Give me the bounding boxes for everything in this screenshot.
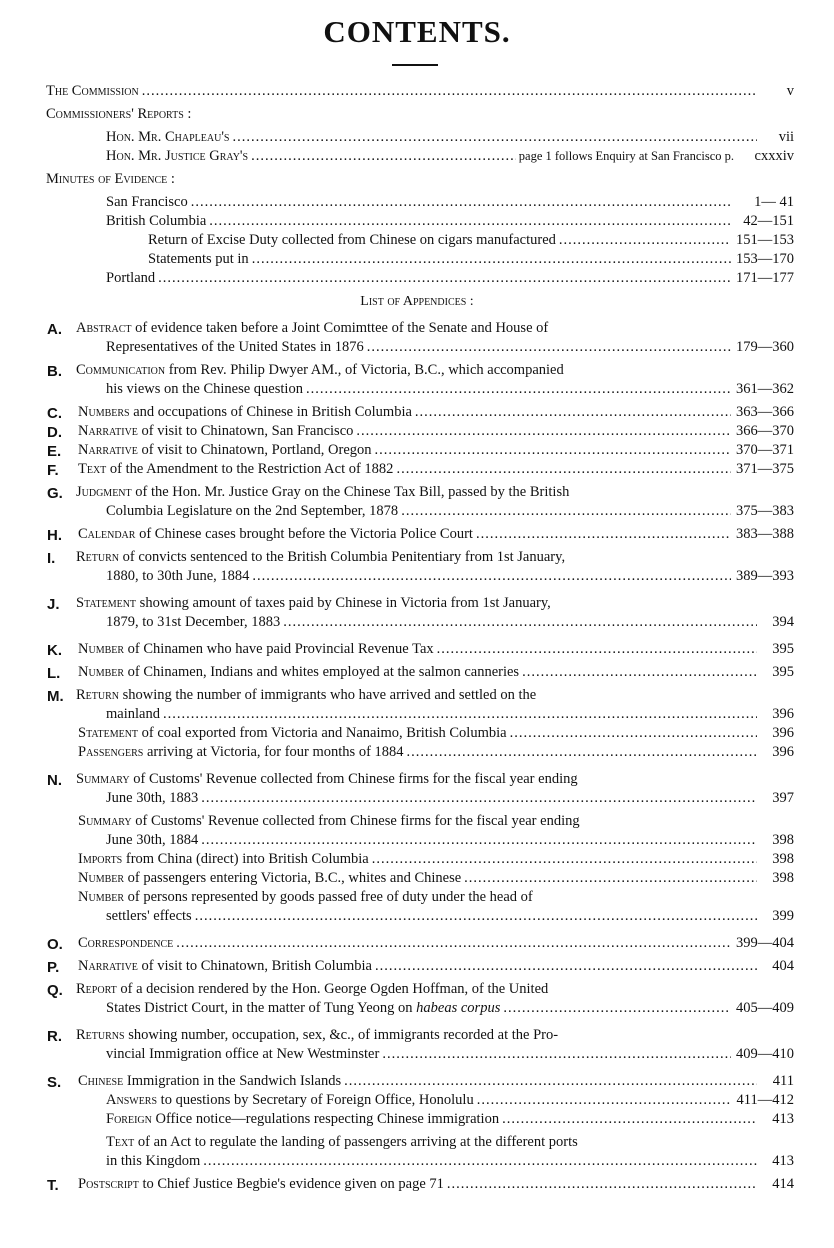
leader-dots [233, 128, 758, 147]
title-rule [392, 64, 438, 66]
appendix-n-sub-2: Imports from China (direct) into British Columbia ..... 398 [0, 850, 834, 869]
leader-dots [447, 1175, 757, 1194]
leader-dots [176, 934, 731, 953]
appendix-g: G. Judgment of the Hon. Mr. Justice Gray on the Chinese Tax Bill, passed by the British Columbia Legislature on the 2nd September, 1878 ..... 375—383 [0, 483, 834, 521]
appendix-k: K. Number of Chinamen who have paid Provincial Revenue Tax ..... 395 [0, 640, 834, 659]
appendix-j: J. Statement showing amount of taxes paid by Chinese in Victoria from 1st January, 1879, to 31st December, 1883 ..... 394 [0, 594, 834, 632]
leader-dots [191, 193, 731, 212]
leader-dots [344, 1072, 757, 1091]
leader-dots [356, 422, 731, 441]
appendix-r: R. Returns showing number, occupation, sex, &c., of immigrants recorded at the Pro- vincial Immigration office at New Westminster ..... 409—410 [0, 1026, 834, 1064]
appendix-s-sub-1: Answers to questions by Secretary of Foreign Office, Honolulu ..... 411—412 [0, 1091, 834, 1110]
leader-dots [415, 403, 731, 422]
leader-dots [375, 957, 757, 976]
appendix-c: C. Numbers and occupations of Chinese in British Columbia ..... 363—366 [0, 403, 834, 422]
leader-dots [201, 831, 757, 850]
appendix-a: A. Abstract of evidence taken before a Joint Comimttee of the Senate and House of Representatives of the United States in 1876 ..... 179—360 [0, 319, 834, 357]
appendix-o: O. Correspondence ..... 399—404 [0, 934, 834, 953]
leader-dots [502, 1110, 757, 1129]
leader-dots [477, 1091, 731, 1110]
leader-dots [464, 869, 757, 888]
page-title: CONTENTS. [323, 14, 511, 49]
leader-dots [195, 907, 757, 926]
appendix-q: Q. Report of a decision rendered by the Hon. George Ogden Hoffman, of the United States District Court, in the matter of Tung Yeong on habeas corpus ..... 405—409 [0, 980, 834, 1018]
leader-dots [306, 380, 731, 399]
appendix-n: N. Summary of Customs' Revenue collected from Chinese firms for the fiscal year ending June 30th, 1883 ..... 397 Summary of Customs' Revenue collected from Chinese firms for the fiscal year ending June 30th, 1884 ..... 398 Imports from China (direct) into British Columbia ..... 398 Number of passengers entering Victoria, B.C., whites and Chinese ..... 398 Number of persons represented by goods passed free of duty under the head of settlers' effects ..... 399 [0, 770, 834, 926]
leader-dots [163, 705, 757, 724]
toc-entry-chapleau: Hon. Mr. Chapleau's ..... vii [0, 128, 834, 147]
appendix-n-sub-3: Number of passengers entering Victoria, B.C., whites and Chinese ..... 398 [0, 869, 834, 888]
appendix-n-sub-1: Summary of Customs' Revenue collected from Chinese firms for the fiscal year ending [78, 813, 580, 829]
appendix-e: E. Narrative of visit to Chinatown, Portland, Oregon ..... 370—371 [0, 441, 834, 460]
appendix-d: D. Narrative of visit to Chinatown, San Francisco ..... 366—370 [0, 422, 834, 441]
appendix-m-sub-1: Statement of coal exported from Victoria and Nanaimo, British Columbia ..... 396 [0, 724, 834, 743]
appendix-s-sub-2: Foreign Office notice—regulations respecting Chinese immigration ..... 413 [0, 1110, 834, 1129]
appendix-t: T. Postscript to Chief Justice Begbie's evidence given on page 71 ..... 414 [0, 1175, 834, 1194]
appendix-m-sub-2: Passengers arriving at Victoria, for four months of 1884 ..... 396 [0, 743, 834, 762]
leader-dots [510, 724, 757, 743]
leader-dots [283, 613, 757, 632]
toc-entry-portland: Portland ..... 171—177 [0, 269, 834, 288]
leader-dots [476, 525, 731, 544]
appendix-n-sub-4: Number of persons represented by goods passed free of duty under the head of [78, 889, 533, 905]
appendix-b: B. Communication from Rev. Philip Dwyer AM., of Victoria, B.C., which accompanied his views on the Chinese question ..... 361—362 [0, 361, 834, 399]
appendix-s-sub-3: Text of an Act to regulate the landing of passengers arriving at the different ports [106, 1134, 578, 1150]
leader-dots [201, 789, 757, 808]
table-of-contents [0, 82, 834, 1194]
toc-entry-commission: The Commission ..... v [0, 82, 834, 101]
toc-entry-gray: Hon. Mr. Justice Gray's ..... page 1 follows Enquiry at San Francisco p. cxxxiv [0, 147, 834, 166]
leader-dots [559, 231, 731, 250]
leader-dots [372, 850, 757, 869]
appendix-s: S. Chinese Immigration in the Sandwich Islands ..... 411 Answers to questions by Secretary of Foreign Office, Honolulu ..... 411—412 Foreign Office notice—regulations respecting Chinese immigration ..... 413 Text of an Act to regulate the landing of passengers arriving at the different ports in this Kingdom ..... 413 [0, 1072, 834, 1171]
toc-entry-british-columbia: British Columbia ..... 42—151 [0, 212, 834, 231]
leader-dots [252, 567, 731, 586]
section-heading-minutes: Minutes of Evidence : [46, 171, 175, 187]
leader-dots [158, 269, 731, 288]
appendix-h: H. Calendar of Chinese cases brought before the Victoria Police Court ..... 383—388 [0, 525, 834, 544]
section-heading-reports: Commissioners' Reports : [46, 106, 192, 122]
appendix-p: P. Narrative of visit to Chinatown, British Columbia ..... 404 [0, 957, 834, 976]
leader-dots [522, 663, 757, 682]
leader-dots [396, 460, 731, 479]
leader-dots [401, 502, 731, 521]
leader-dots [251, 147, 516, 166]
leader-dots [503, 999, 731, 1018]
appendix-i: I. Return of convicts sentenced to the British Columbia Penitentiary from 1st January, 1880, to 30th June, 1884 ..... 389—393 [0, 548, 834, 586]
toc-entry-san-francisco: San Francisco ..... 1— 41 [0, 193, 834, 212]
appendix-m: M. Return showing the number of immigrants who have arrived and settled on the mainland ..... 396 Statement of coal exported from Victoria and Nanaimo, British Columbia ..... 396 Passengers arriving at Victoria, for four months of 1884 ..... 396 [0, 686, 834, 762]
leader-dots [203, 1152, 757, 1171]
leader-dots [367, 338, 731, 357]
leader-dots [252, 250, 731, 269]
leader-dots [209, 212, 731, 231]
toc-entry-statements: Statements put in ..... 153—170 [0, 250, 834, 269]
leader-dots [382, 1045, 731, 1064]
appendix-l: L. Number of Chinamen, Indians and whites employed at the salmon canneries ..... 395 [0, 663, 834, 682]
appendix-f: F. Text of the Amendment to the Restriction Act of 1882 ..... 371—375 [0, 460, 834, 479]
leader-dots [407, 743, 757, 762]
leader-dots [375, 441, 731, 460]
leader-dots [142, 82, 757, 101]
section-heading-appendices: List of Appendices : [360, 294, 474, 309]
toc-entry-excise: Return of Excise Duty collected from Chinese on cigars manufactured ..... 151—153 [0, 231, 834, 250]
leader-dots [437, 640, 757, 659]
